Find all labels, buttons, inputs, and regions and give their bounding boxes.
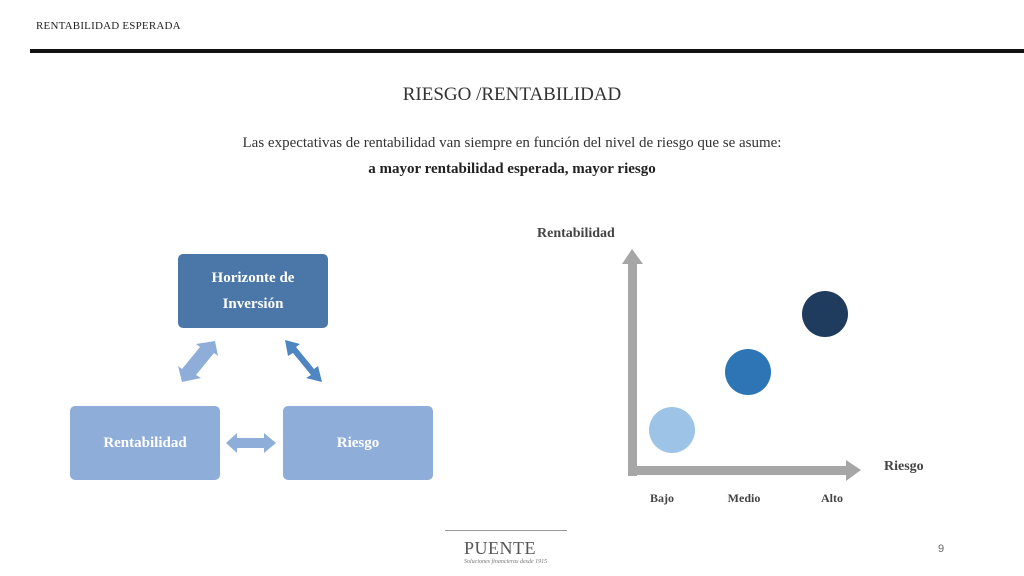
slide-subtitle-emphasis: a mayor rentabilidad esperada, mayor riesgo (368, 161, 656, 177)
chart-x-axis (628, 460, 861, 481)
company-tagline: Soluciones financieras desde 1915 (464, 559, 548, 565)
point-medio (725, 349, 771, 395)
node-riesgo: Riesgo (283, 406, 433, 480)
chart-y-axis (622, 249, 643, 476)
point-alto (802, 291, 848, 337)
arrow-rentabilidad-riesgo (226, 433, 276, 453)
chart-points (649, 291, 848, 453)
x-tick-medio: Medio (727, 491, 761, 505)
node-horizonte-line1: Horizonte de (211, 270, 295, 286)
x-tick-bajo: Bajo (650, 491, 674, 505)
company-logo: PUENTE (464, 538, 536, 558)
slide-subtitle: Las expectativas de rentabilidad van siempre en función del nivel de riesgo que se asume: (242, 135, 782, 151)
slide-title: RIESGO /RENTABILIDAD (402, 84, 622, 105)
point-bajo (649, 407, 695, 453)
section-header: RENTABILIDAD ESPERADA (36, 20, 181, 32)
chart-x-label: Riesgo (884, 459, 924, 474)
node-horizonte-line2: Inversión (222, 296, 284, 312)
x-tick-alto: Alto (821, 491, 843, 505)
chart-y-label: Rentabilidad (537, 226, 615, 241)
node-rentabilidad: Rentabilidad (70, 406, 220, 480)
page-number: 9 (938, 543, 945, 555)
arrow-horizonte-rentabilidad (178, 341, 218, 382)
arrow-horizonte-riesgo (285, 340, 322, 382)
logo-divider (445, 530, 567, 531)
